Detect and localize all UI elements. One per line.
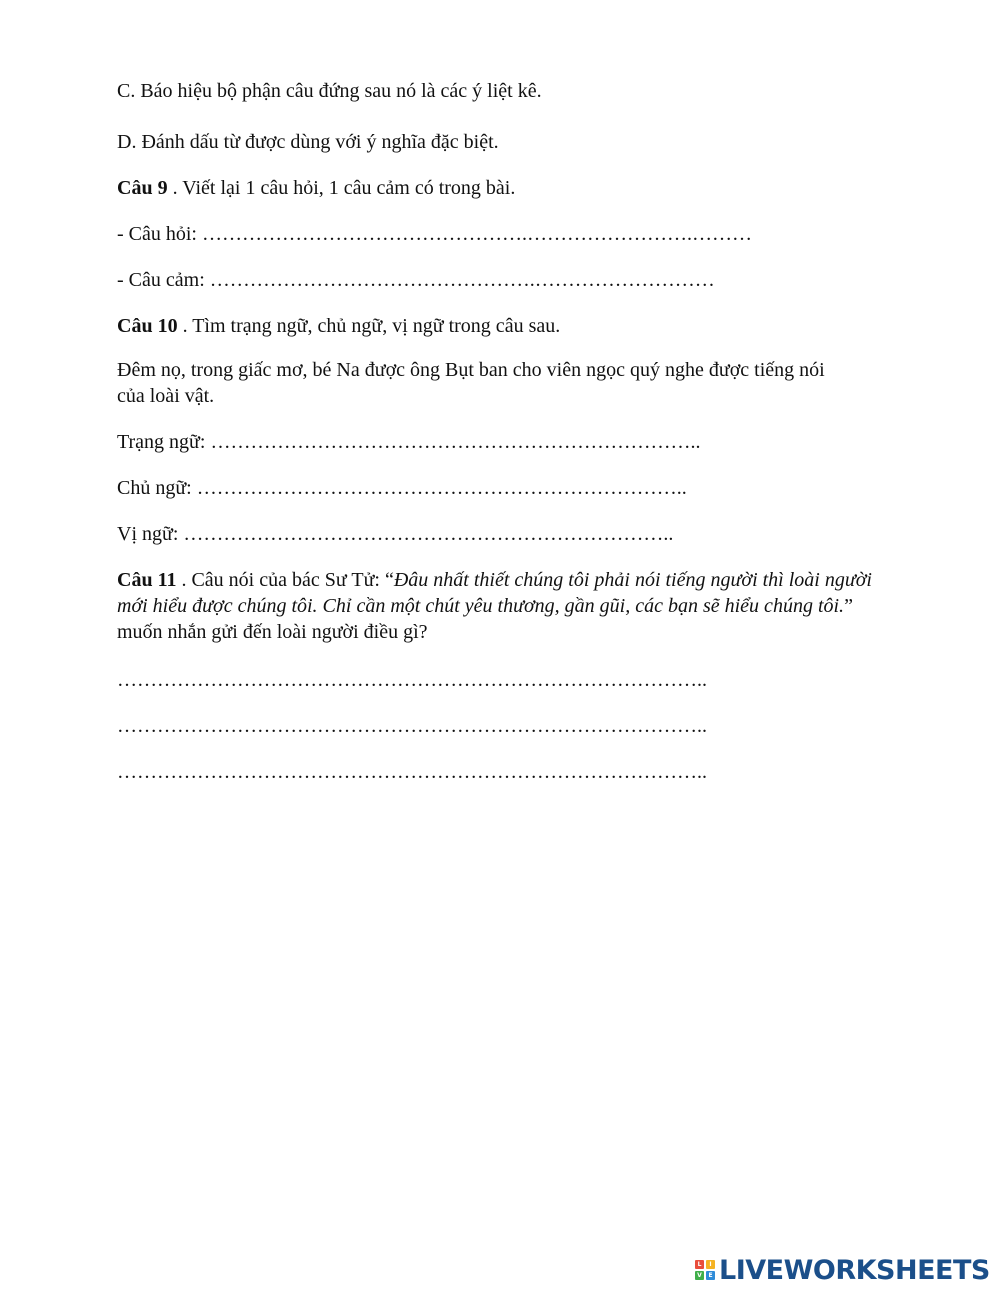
answer-trang-ngu[interactable]: Trạng ngữ: ……………………………………………………………….. [117, 431, 701, 453]
question-11-post: ” muốn nhắn gửi đến loài người điều gì? [117, 595, 853, 643]
logo-block-v: V [695, 1271, 704, 1280]
question-10-text: . Tìm trạng ngữ, chủ ngữ, vị ngữ trong câu sau. [177, 315, 561, 337]
liveworksheets-logo [695, 1255, 990, 1285]
answer-cau-cam[interactable]: - Câu cảm: ………………………………………….……………………… [117, 269, 715, 291]
logo-blocks-icon [695, 1260, 715, 1280]
question-11-label: Câu 11 [117, 569, 177, 591]
answer-vi-ngu[interactable]: Vị ngữ: ……………………………………………………………….. [117, 523, 674, 545]
answer-chu-ngu[interactable]: Chủ ngữ: ……………………………………………………………….. [117, 477, 687, 499]
logo-block-i: I [706, 1260, 715, 1269]
logo-block-l: L [695, 1260, 704, 1269]
question-9 [117, 175, 515, 201]
option-c: C. Báo hiệu bộ phận câu đứng sau nó là các ý liệt kê. [117, 80, 542, 102]
question-11-pre: . Câu nói của bác Sư Tử: “ [176, 569, 394, 591]
question-9-label: Câu 9 [117, 177, 168, 199]
logo-block-e: E [706, 1271, 715, 1280]
question-11 [117, 567, 887, 645]
logo-text: LIVEWORKSHEETS [719, 1254, 990, 1286]
option-d: D. Đánh dấu từ được dùng với ý nghĩa đặc biệt. [117, 131, 499, 153]
answer-line-1[interactable]: …………………………………………………………………………….. [117, 669, 707, 691]
question-9-text: . Viết lại 1 câu hỏi, 1 câu cảm có trong bài. [167, 177, 516, 199]
question-11-quote: Đâu nhất thiết chúng tôi phải nói tiếng người thì loài người mới hiểu được chúng tôi. Chỉ cần một chút yêu thương, gần gũi, các bạn sẽ hiểu chúng tôi. [117, 569, 872, 617]
question-10 [117, 313, 560, 339]
answer-cau-hoi[interactable]: - Câu hỏi: ………………………………………….…………………….……… [117, 223, 752, 245]
question-10-sentence: Đêm nọ, trong giấc mơ, bé Na được ông Bụt ban cho viên ngọc quý nghe được tiếng nói của loài vật. [117, 359, 825, 407]
answer-line-2[interactable]: …………………………………………………………………………….. [117, 715, 707, 737]
answer-line-3[interactable]: …………………………………………………………………………….. [117, 761, 707, 783]
question-10-label: Câu 10 [117, 315, 178, 337]
